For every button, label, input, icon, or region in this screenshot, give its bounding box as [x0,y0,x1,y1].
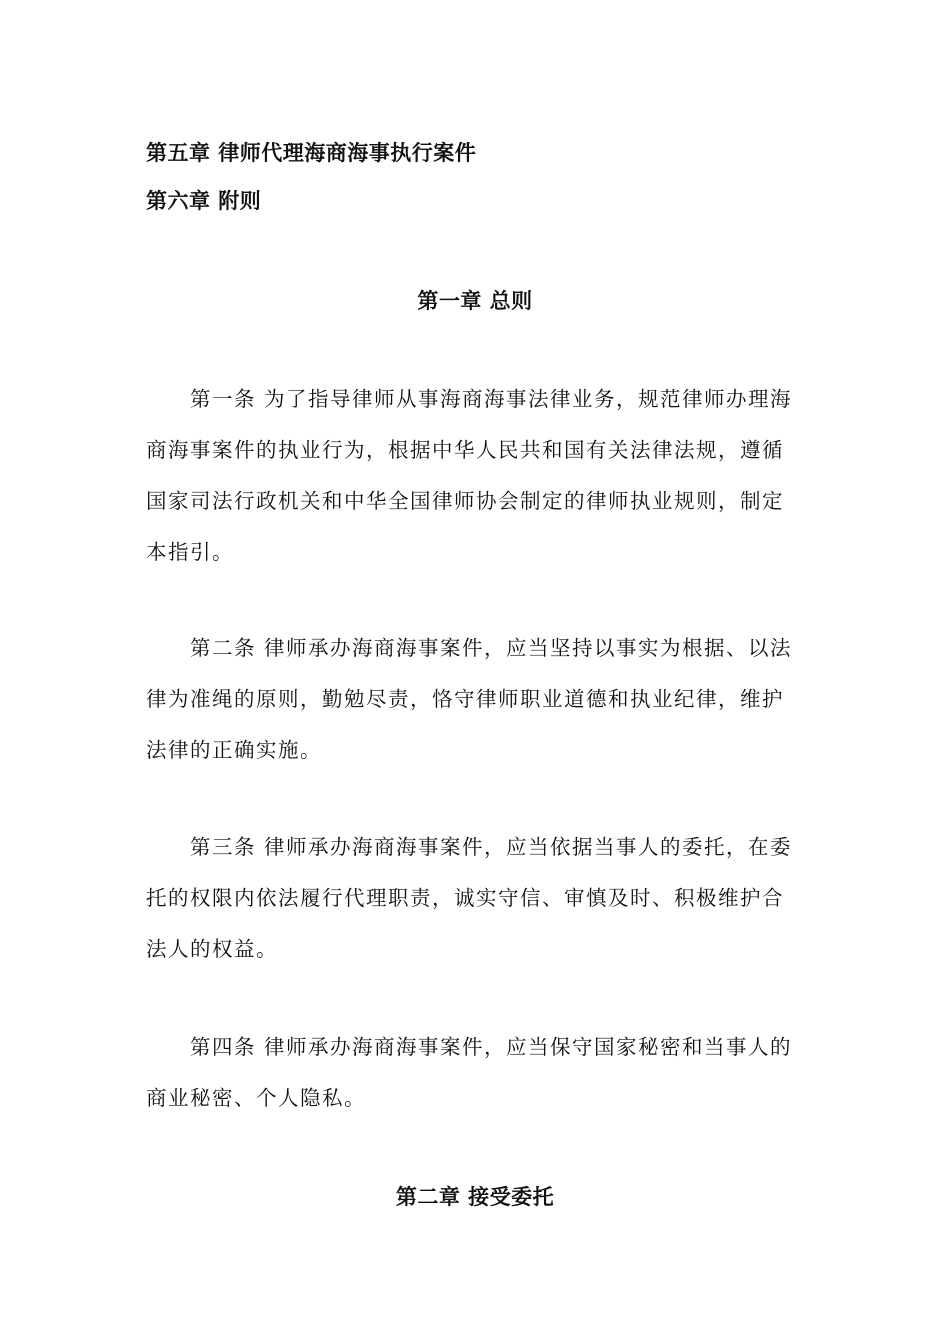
article-4-line-2: 商业秘密、个人隐私。 [146,1086,366,1110]
article-1-line-3: 国家司法行政机关和中华全国律师协会制定的律师执业规则，制定 [146,489,784,513]
article-2-line-1: 第二条 律师承办海商海事案件，应当坚持以事实为根据、以法 [190,636,793,660]
chapter-2-heading: 第二章 接受委托 [395,1185,555,1209]
article-3-line-3: 法人的权益。 [146,937,278,961]
toc-chapter-6: 第六章 附则 [146,189,262,213]
article-3-line-2: 托的权限内依法履行代理职责，诚实守信、审慎及时、积极维护合 [146,886,784,910]
chapter-1-heading: 第一章 总则 [417,289,533,313]
article-3-line-1: 第三条 律师承办海商海事案件，应当依据当事人的委托，在委 [190,835,793,859]
article-4 [146,1022,804,1124]
article-1-line-2: 商海事案件的执业行为，根据中华人民共和国有关法律法规，遵循 [146,438,784,462]
toc-chapter-5: 第五章 律师代理海商海事执行案件 [146,141,477,165]
article-1 [146,374,804,578]
article-2 [146,623,804,776]
article-2-line-2: 律为准绳的原则，勤勉尽责，恪守律师职业道德和执业纪律，维护 [146,687,784,711]
article-3 [146,822,804,975]
article-4-line-1: 第四条 律师承办海商海事案件，应当保守国家秘密和当事人的 [190,1035,793,1059]
article-1-line-1: 第一条 为了指导律师从事海商海事法律业务，规范律师办理海 [190,387,793,411]
article-2-line-3: 法律的正确实施。 [146,738,322,762]
article-1-line-4: 本指引。 [146,540,234,564]
